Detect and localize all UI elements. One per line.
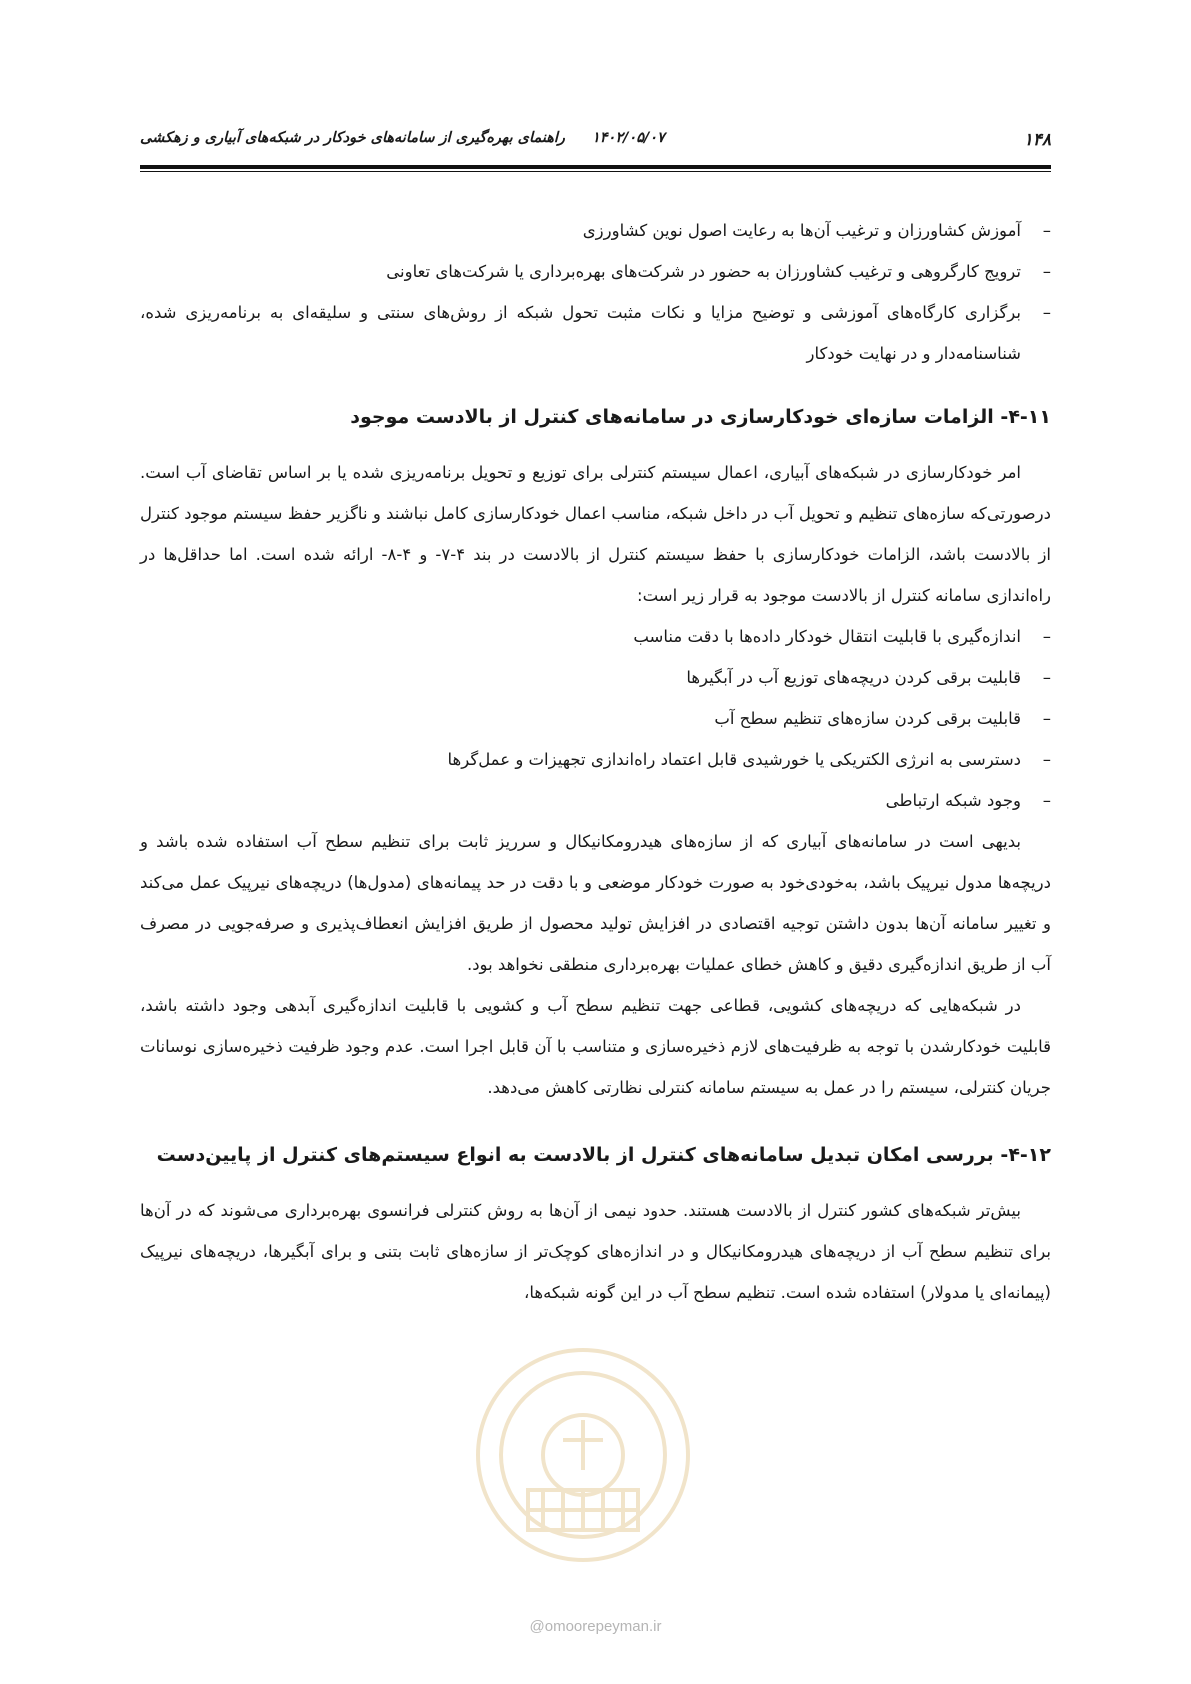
list-item: – برگزاری کارگاه‌های آموزشی و توضیح مزایا و نکات مثبت تحول شبکه از روش‌های سنتی و سلیقه‌ای به برنامه‌ریزی شده، شناسنامه‌دار و در نهایت خودکار — [140, 292, 1021, 374]
running-title — [140, 130, 665, 146]
paragraph: بدیهی است در سامانه‌های آبیاری که از سازه‌های هیدرومکانیکال و سرریز ثابت برای تنظیم سطح آب استفاده شده باشد و دریچه‌ها مدول نیرپیک باشد، به‌خودی‌خود به صورت خودکار موضعی و با دقت در حد پیمانه‌های (مدول‌ها) دریچه‌های نیرپیک عمل می‌کند و تغییر سامانه آن‌ها بدون داشتن توجیه اقتصادی در افزایش تولید محصول از طریق افزایش انعطاف‌پذیری و صرفه‌جویی در مصرف آب از طریق اندازه‌گیری دقیق و کاهش خطای عملیات بهره‌برداری منطقی نخواهد بود. — [140, 832, 1051, 974]
intro-bullet-list — [140, 210, 1051, 374]
watermark-seal-icon — [468, 1340, 698, 1570]
header-date: ۱۴۰۲/۰۵/۰۷ — [591, 130, 665, 146]
paragraph: امر خودکارسازی در شبکه‌های آبیاری، اعمال سیستم کنترلی برای توزیع و تحویل برنامه‌ریزی شده یا بر اساس تقاضای آب است. درصورتی‌که سازه‌های تنظیم و تحویل آب در داخل شبکه، مناسب اعمال خودکارسازی کامل نباشند و ناگزیر حفظ سیستم موجود کنترل از بالادست باشد، الزامات خودکارسازی با حفظ سیستم کنترل از بالادست در بند ۴-۷- و ۴-۸- ارائه شده است. اما حداقل‌ها در راه‌اندازی سامانه کنترل از بالادست موجود به قرار زیر است: — [140, 463, 1051, 605]
paragraph: در شبکه‌هایی که دریچه‌های کشویی، قطاعی جهت تنظیم سطح آب و کشویی با قابلیت اندازه‌گیری آبدهی وجود داشته باشد، قابلیت خودکارشدن با توجه به ظرفیت‌های لازم ذخیره‌سازی و متناسب با آن قابل اجرا است. عدم وجود ظرفیت ذخیره‌سازی نوسانات جریان کنترلی، سیستم را در عمل به سیستم سامانه کنترلی نظارتی کاهش می‌دهد. — [140, 996, 1051, 1097]
page-header — [140, 126, 1051, 160]
watermark-site-url: @omoorepeyman.ir — [529, 1618, 662, 1635]
list-item: – قابلیت برقی کردن دریچه‌های توزیع آب در آبگیرها — [140, 657, 1021, 698]
page-number: ۱۴۸ — [1023, 130, 1051, 150]
header-rule — [140, 165, 1051, 169]
paragraph: بیش‌تر شبکه‌های کشور کنترل از بالادست هستند. حدود نیمی از آن‌ها به روش کنترلی فرانسوی بهره‌برداری می‌شوند که در آن‌ها برای تنظیم سطح آب از دریچه‌های هیدرومکانیکال و در اندازه‌های کوچک‌تر از سازه‌های ثابت بتنی و برای آبگیرها، دریچه‌های نیرپیک (پیمانه‌ای یا مدولار) استفاده شده است. تنظیم سطح آب در این گونه شبکه‌ها، — [140, 1201, 1051, 1302]
section-heading-4-12: ۴-۱۲- بررسی امکان تبدیل سامانه‌های کنترل از بالادست به انواع سیستم‌های کنترل از پایین‌دست — [156, 1144, 1051, 1166]
section-heading-4-11: ۴-۱۱- الزامات سازه‌ای خودکارسازی در سامانه‌های کنترل از بالادست موجود — [350, 406, 1051, 428]
list-item: – دسترسی به انرژی الکتریکی یا خورشیدی قابل اعتماد راه‌اندازی تجهیزات و عمل‌گرها — [140, 739, 1021, 780]
list-item: – آموزش کشاورزان و ترغیب آن‌ها به رعایت اصول نوین کشاورزی — [140, 210, 1021, 251]
page-content — [140, 210, 1051, 1313]
list-item: – قابلیت برقی کردن سازه‌های تنظیم سطح آب — [140, 698, 1021, 739]
list-item: – ترویج کارگروهی و ترغیب کشاورزان به حضور در شرکت‌های بهره‌برداری یا شرکت‌های تعاونی — [140, 251, 1021, 292]
list-item: – اندازه‌گیری با قابلیت انتقال خودکار داده‌ها با دقت مناسب — [140, 616, 1021, 657]
requirements-bullet-list — [140, 616, 1051, 821]
list-item: – وجود شبکه ارتباطی — [140, 780, 1021, 821]
header-title: راهنمای بهره‌گیری از سامانه‌های خودکار در شبکه‌های آبیاری و زهکشی — [140, 130, 565, 146]
